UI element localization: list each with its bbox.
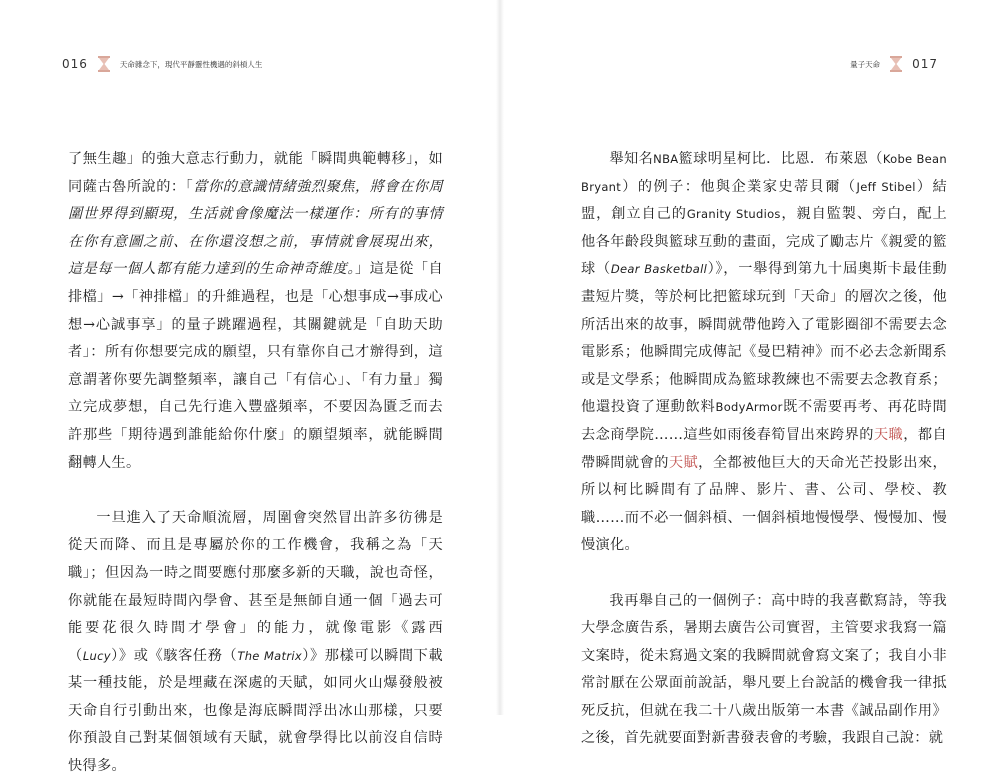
left-page-number: 016 [62,57,88,71]
text-run: 舉知名 [609,151,654,167]
latin-term: Kobe Bean Bryant [581,152,947,194]
highlight-tianzhi: 天職 [873,426,904,443]
latin-term: Jeff Stibel [856,179,916,194]
right-paragraph-2: 我再舉自己的一個例子：高中時的我喜歡寫詩，等我大學念廣告系，暑期去廣告公司實習，主管要求我寫一篇文案時，從未寫過文案的我瞬間就會寫文案了；我自小非常討厭在公眾面前說話，舉凡要上台說話的機會我一律抵死反抗，但就在我二十八歲出版第一本書《誠品副作用》之後，首先就要面對新書發表會的考驗，我跟自己說：就 [581,592,947,747]
left-body-text [68,146,443,781]
text-run: ，全都被他巨大的天命光芒投影出來，所以柯比瞬間有了品牌、影片、書、公司、學校、教職……而不必一個斜槓、一個斜槓地慢慢學、慢慢加、慢慢演化。 [581,454,947,554]
left-page-header [62,55,262,73]
left-paragraph-2 [68,505,443,781]
left-paragraph-1 [68,146,443,477]
paragraph-gap [68,477,443,505]
text-run: 既不需要再考、再花時間去念商學院……這些如雨後春筍冒出來跨界的 [581,399,947,443]
text-run: ）的例子：他與企業家史蒂貝爾（ [621,178,857,195]
paragraph-gap [581,560,947,588]
latin-term: BodyArmor [715,400,783,415]
sadhguru-quote: 當你的意識情緒強烈聚焦，將會在你周圍世界得到顯現，生活就會像魔法一樣運作：所有的事情在你有意圖之前、在你還沒想之前，事情就會展現出來，這是每一個人都有能力達到的生命神奇維度。 [68,178,443,278]
text-run: 一旦進入了天命順流層，周圍會突然冒出許多彷彿是從天而降、而且是專屬於你的工作機會，我稱之為「天職」；但因為一時之間要應付那麼多新的天職，說也奇怪，你就能在最短時間內學會、甚至是無師自通一個「過去可能要花很久時間才學會」的能力，就像電影《露西（ [68,509,443,664]
film-title-lucy: Lucy [82,648,111,663]
latin-term: Granity Studios [686,207,781,222]
film-title-matrix: The Matrix [237,648,302,663]
hourglass-ornament-icon [98,56,110,72]
text-run: 」這是從「自排檔」→「神排檔」的升維過程，也是「心想事成→事成心想→心誠事享」的量子跳躍過程，其關鍵就是「自助天助者」：所有你想要完成的願望，只有靠你自己才辦得到，這意謂著你要先調整頻率，讓自己「有信心」、「有力量」獨立完成夢想，自己先行進入豐盛頻率，不要因為匱乏而去許那些「期待遇到誰能給你什麼」的願望頻率，就能瞬間翻轉人生。 [68,261,443,471]
text-run: ）》或《駭客任務（ [110,647,238,664]
right-page-header [850,55,938,73]
right-body-text [581,146,947,753]
hourglass-ornament-icon [890,56,902,72]
text-run: ）》那樣可以瞬間下載某一種技能，於是埋藏在深處的天賦，如同火山爆發般被天命自行引動出來，也像是海底瞬間浮出冰山那樣，只要你預設自己對某個領域有天賦，就會學得比以前沒自信時快得多。 [68,647,443,775]
right-page [500,0,1000,747]
text-run: ）》，一舉得到第九十屆奧斯卡最佳動畫短片獎，等於柯比把籃球玩到「天命」的層次之後，他所活出來的故事，瞬間就帶他跨入了電影圈卻不需要去念電影系；他瞬間完成傳記《曼巴精神》而不必去念新聞系或是文學系；他瞬間成為籃球教練也不需要去念教育系；他還投資了運動飲料 [581,261,947,416]
film-title-dear-basketball: Dear Basketball [610,262,708,277]
text-run: ，都自帶瞬間就會的 [581,426,947,471]
left-page [0,0,500,775]
text-run: 了無生趣」的強大意志行動力，就能「瞬間典範轉移」，如同薩古魯所說的：「 [68,151,443,195]
text-run: ，親自監製、旁白，配上他各年齡段與籃球互動的畫面，完成了勵志片《親愛的籃球（ [581,206,947,278]
text-run: ）結盟，創立自己的 [581,178,947,223]
left-running-title: 天命雜念下，現代平靜靈性機遇的斜槓人生 [119,59,263,69]
right-running-title: 量子天命 [850,59,881,69]
right-paragraph-1 [581,146,947,560]
latin-term: NBA [653,152,679,166]
right-page-number: 017 [912,57,938,71]
text-run: 籃球明星柯比．比恩．布萊恩（ [678,151,883,167]
highlight-tianfu: 天賦 [668,454,699,471]
